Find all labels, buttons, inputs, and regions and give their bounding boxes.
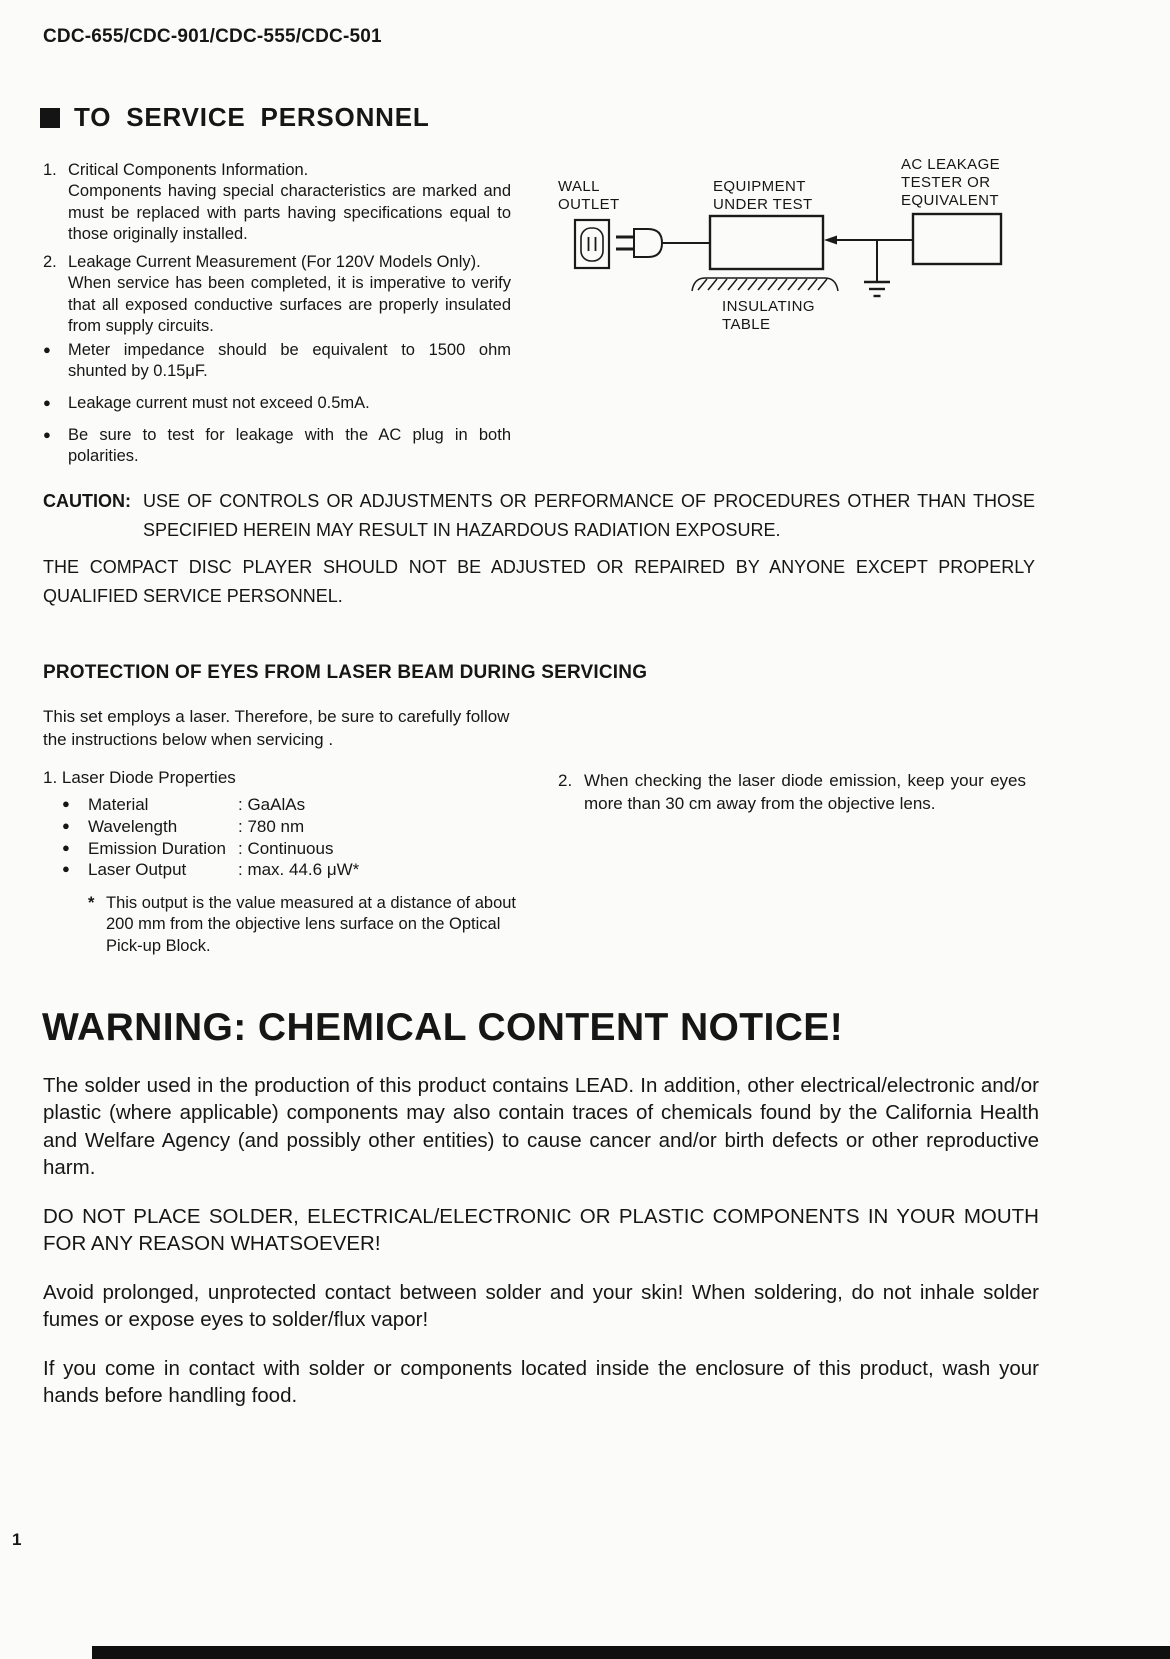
- model-numbers-header: CDC-655/CDC-901/CDC-555/CDC-501: [43, 26, 382, 47]
- equipment-under-test-label: EQUIPMENT UNDER TEST: [713, 178, 813, 213]
- page-number: 1: [12, 1530, 22, 1549]
- bullet-icon: ●: [43, 427, 51, 442]
- laser-output-footnote: * This output is the value measured at a distance of about 200 mm from the objective lens surface on the Optical Pick-up Block.: [88, 893, 518, 957]
- service-item-1: [43, 160, 511, 246]
- item-number: 2.: [558, 771, 573, 790]
- ac-leakage-tester-label: AC LEAKAGE TESTER OR EQUIVALENT: [901, 156, 1001, 209]
- service-bullet-3: ● Be sure to test for leakage with the AC plug in both polarities.: [43, 425, 511, 468]
- warning-paragraph: Avoid prolonged, unprotected contact between solder and your skin! When soldering, do not inhale solder fumes or expose eyes to solder/flux vapor!: [43, 1280, 1039, 1332]
- asterisk-marker: *: [88, 894, 95, 912]
- bullet-icon: ●: [62, 817, 70, 833]
- bullet-icon: ●: [62, 861, 70, 877]
- plug-icon: [616, 229, 710, 257]
- laser-item-2: 2. When checking the laser diode emission, keep your eyes more than 30 cm away from the objective lens.: [558, 770, 1026, 816]
- caution-text: USE OF CONTROLS OR ADJUSTMENTS OR PERFORMANCE OF PROCEDURES OTHER THAN THOSE SPECIFIED HEREIN MAY RESULT IN HAZARDOUS RADIATION EXPOSURE.: [143, 491, 1035, 540]
- item-title: Leakage Current Measurement (For 120V Models Only).: [68, 253, 481, 271]
- property-row: ● Emission Duration : Continuous: [62, 838, 334, 858]
- bullet-icon: ●: [43, 395, 51, 410]
- chemical-warning-paragraphs: [43, 1072, 1039, 1431]
- wall-outlet-label: WALL OUTLET: [558, 178, 620, 213]
- scan-artifact-bottom: [92, 1646, 1170, 1659]
- item-number: 2.: [43, 253, 57, 271]
- item-title: Critical Components Information.: [68, 161, 309, 179]
- item-number: 1.: [43, 161, 57, 179]
- service-bullet-2: ● Leakage current must not exceed 0.5mA.: [43, 393, 511, 414]
- laser-section-heading: PROTECTION OF EYES FROM LASER BEAM DURING SERVICING: [43, 662, 648, 683]
- caution-label: CAUTION:: [43, 491, 131, 511]
- insulating-table-label: INSULATING TABLE: [722, 298, 815, 333]
- warning-paragraph: If you come in contact with solder or components located inside the enclosure of this product, wash your hands before handling food.: [43, 1356, 1039, 1408]
- black-square-icon: [40, 108, 60, 128]
- service-bullet-1: ● Meter impedance should be equivalent to 1500 ohm shunted by 0.15μF.: [43, 340, 511, 383]
- qualified-personnel-paragraph: THE COMPACT DISC PLAYER SHOULD NOT BE ADJUSTED OR REPAIRED BY ANYONE EXCEPT PROPERLY QUALIFIED SERVICE PERSONNEL.: [43, 557, 1035, 606]
- equipment-box: [710, 216, 823, 269]
- service-item-2: [43, 252, 511, 338]
- laser-intro-paragraph: This set employs a laser. Therefore, be sure to carefully follow the instructions below when servicing .: [43, 707, 510, 749]
- laser-diode-properties-title: 1. Laser Diode Properties: [43, 768, 236, 787]
- tester-box: [913, 214, 1001, 264]
- laser-properties-list: [62, 794, 359, 881]
- caution-paragraph: [43, 487, 1035, 545]
- property-row: ● Material : GaAlAs: [62, 795, 306, 814]
- bullet-icon: ●: [62, 839, 70, 855]
- item-body: Components having special characteristics are marked and must be replaced with parts having specifications equal to those originally installed.: [68, 182, 511, 244]
- leakage-test-diagram: [555, 150, 1025, 345]
- bullet-icon: ●: [62, 796, 70, 811]
- warning-paragraph: The solder used in the production of this product contains LEAD. In addition, other electrical/electronic and/or plastic (where applicable) components may also contain traces of chemicals found by the California Health and Welfare Agency (and possibly other entities) to cause cancer and/or birth defects or other reproductive harm.: [43, 1074, 1039, 1180]
- property-row: ● Laser Output : max. 44.6 μW*: [62, 860, 360, 880]
- item-body: When service has been completed, it is imperative to verify that all exposed conductive surfaces are properly insulated from supply circuits.: [68, 274, 511, 336]
- arrow-head-icon: [824, 236, 837, 245]
- bullet-icon: ●: [43, 342, 51, 357]
- section-heading-service-personnel: [40, 102, 430, 133]
- insulating-table-hatch: [692, 278, 838, 291]
- chemical-warning-title: WARNING: CHEMICAL CONTENT NOTICE!: [42, 1006, 844, 1049]
- section-title: TO SERVICE PERSONNEL: [74, 102, 430, 132]
- ground-icon: [864, 240, 890, 296]
- warning-paragraph: DO NOT PLACE SOLDER, ELECTRICAL/ELECTRONIC OR PLASTIC COMPONENTS IN YOUR MOUTH FOR ANY REASON WHATSOEVER!: [43, 1204, 1039, 1256]
- property-row: ● Wavelength : 780 nm: [62, 816, 305, 836]
